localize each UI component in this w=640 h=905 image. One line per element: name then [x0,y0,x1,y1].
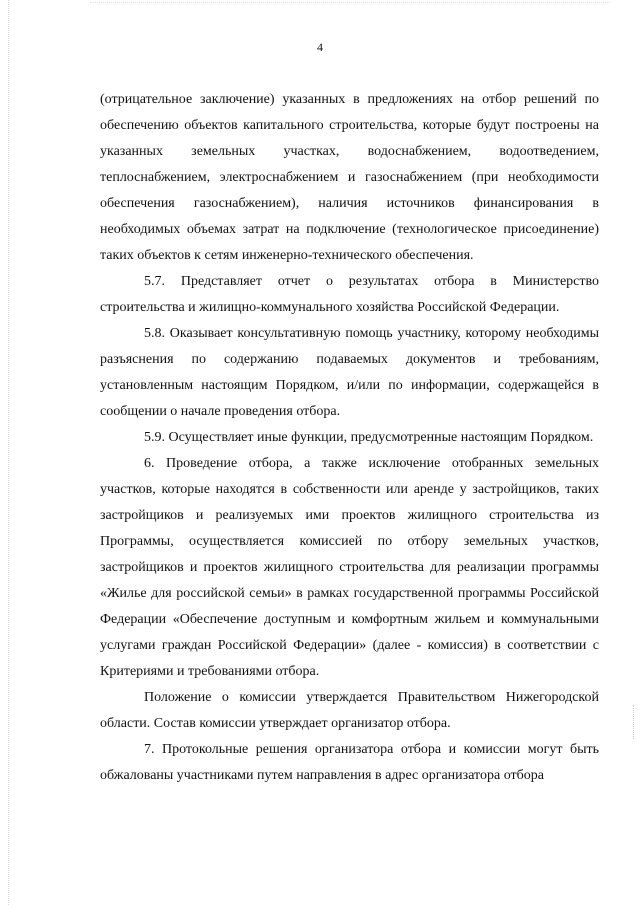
page-number: 4 [317,40,323,54]
paragraph-5-9: 5.9. Осуществляет иные функции, предусмотренные настоящим Порядком. [144,430,594,445]
paragraph-6: 6. Проведение отбора, а также исключение отобранных земельных участков, которые находятся в собственности или аренде у застройщиков, таких застройщиков и реализуемых ими проектов жилищного строительства из Программы, осуществляется комиссией по отбору земельных участков, застройщиков и проектов жилищного строительства для реализации программы «Жилье для российской семьи» в рамках государственной программы Российской Федерации «Обеспечение доступным и комфортным жильем и коммунальными услугами граждан Российской Федерации» (далее - комиссия) в соответствии с Критериями и требованиями отбора. [100,456,599,679]
document-body [100,87,599,789]
scan-edge-left [8,0,9,905]
paragraph-5-8: 5.8. Оказывает консультативную помощь участнику, которому необходимы разъяснения по содержанию подаваемых документов и требованиям, установленным настоящим Порядком, и/или по информации, содержащейся в сообщении о начале проведения отбора. [100,326,599,419]
scan-edge-top [90,2,610,3]
paragraph-7: 7. Протокольные решения организатора отбора и комиссии могут быть обжалованы участниками путем направления в адрес организатора отбора [100,742,599,783]
paragraph-5-7: 5.7. Представляет отчет о результатах отбора в Министерство строительства и жилищно-коммунального хозяйства Российской Федерации. [100,274,599,315]
paragraph-continuation: (отрицательное заключение) указанных в предложениях на отбор решений по обеспечению объектов капитального строительства, которые будут построены на указанных земельных участках, водоснабжением, водоотведением, теплоснабжением, электроснабжением и газоснабжением (при необходимости обеспечения газоснабжением), наличия источников финансирования в необходимых объемах затрат на подключение (технологическое присоединение) таких объектов к сетям инженерно-технического обеспечения. [100,92,599,263]
paragraph-commission-regulation: Положение о комиссии утверждается Правительством Нижегородской области. Состав комиссии утверждает организатор отбора. [100,690,599,731]
scan-edge-right [633,705,634,739]
